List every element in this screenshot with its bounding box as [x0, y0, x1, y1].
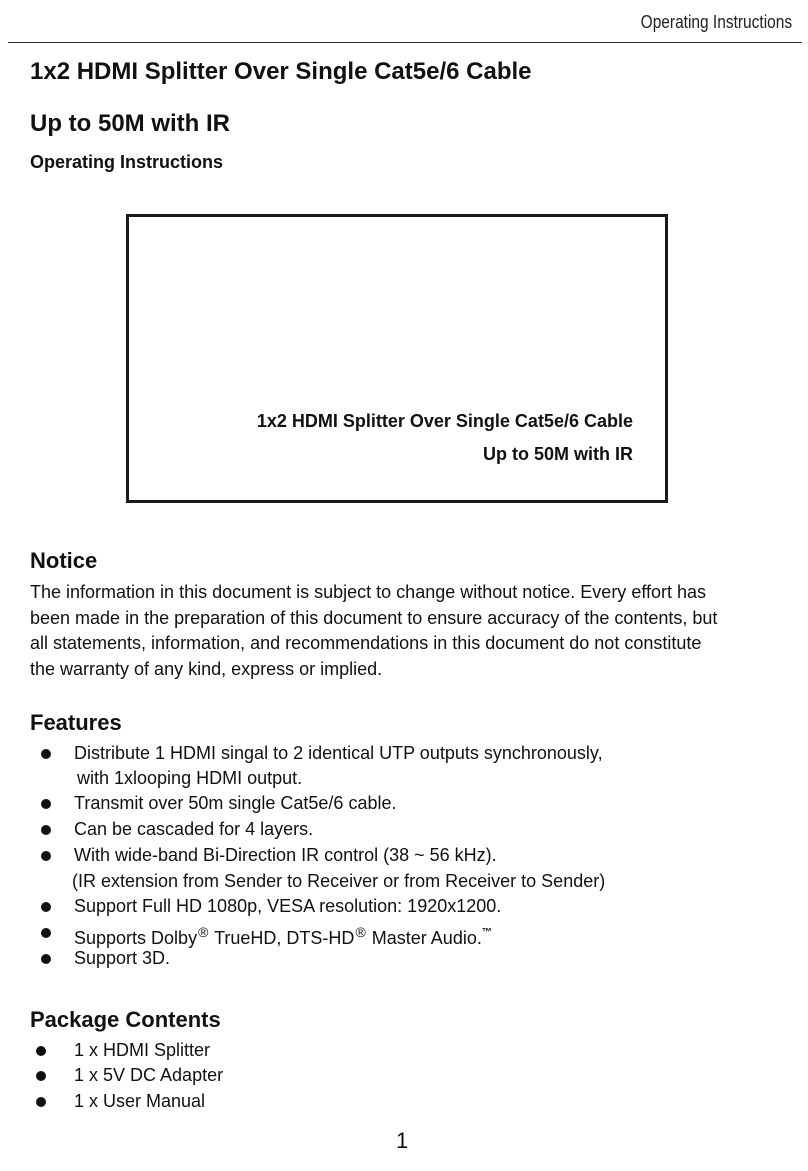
cover-subtitle: Up to 50M with IR — [483, 444, 633, 464]
document-title-line2: Up to 50M with IR — [30, 110, 230, 137]
document-title: 1x2 HDMI Splitter Over Single Cat5e/6 Cable — [30, 58, 532, 85]
notice-line: been made in the preparation of this document to ensure accuracy of the contents, but — [30, 607, 718, 628]
notice-line: the warranty of any kind, express or implied. — [30, 658, 383, 679]
bullet-icon — [41, 902, 51, 912]
bullet-icon — [41, 851, 51, 861]
header-rule — [8, 42, 802, 43]
notice-line: all statements, information, and recommendations in this document do not constitute — [30, 633, 702, 653]
list-item-continuation: with 1xlooping HDMI output. — [77, 768, 303, 788]
bullet-icon — [41, 825, 51, 835]
bullet-icon — [41, 928, 51, 938]
notice-paragraph — [30, 580, 790, 682]
page-number: 1 — [396, 1128, 409, 1153]
registered-mark: ® — [355, 924, 366, 940]
notice-line: The information in this document is subject to change without notice. Every effort has — [30, 582, 707, 602]
dolby-text: Supports Dolby — [74, 928, 198, 948]
running-header: Operating Instructions — [640, 12, 792, 32]
document-subtitle: Operating Instructions — [30, 152, 224, 172]
bullet-icon — [41, 749, 51, 759]
bullet-icon — [41, 799, 51, 809]
bullet-icon — [36, 1046, 46, 1056]
trademark-mark: ™ — [481, 927, 492, 938]
bullet-icon — [41, 954, 51, 964]
features-heading: Features — [30, 710, 122, 735]
bullet-icon — [36, 1097, 46, 1107]
truehd-text: TrueHD, DTS-HD — [214, 928, 355, 948]
registered-mark: ® — [198, 924, 209, 940]
list-item-continuation: (IR extension from Sender to Receiver or from Receiver to Sender) — [72, 871, 606, 891]
master-audio-text: Master Audio. — [371, 928, 482, 948]
cover-title: 1x2 HDMI Splitter Over Single Cat5e/6 Cable — [256, 411, 633, 431]
cover-image-box — [126, 214, 668, 503]
notice-heading: Notice — [30, 548, 98, 573]
bullet-icon — [36, 1071, 46, 1081]
package-heading: Package Contents — [30, 1007, 221, 1032]
